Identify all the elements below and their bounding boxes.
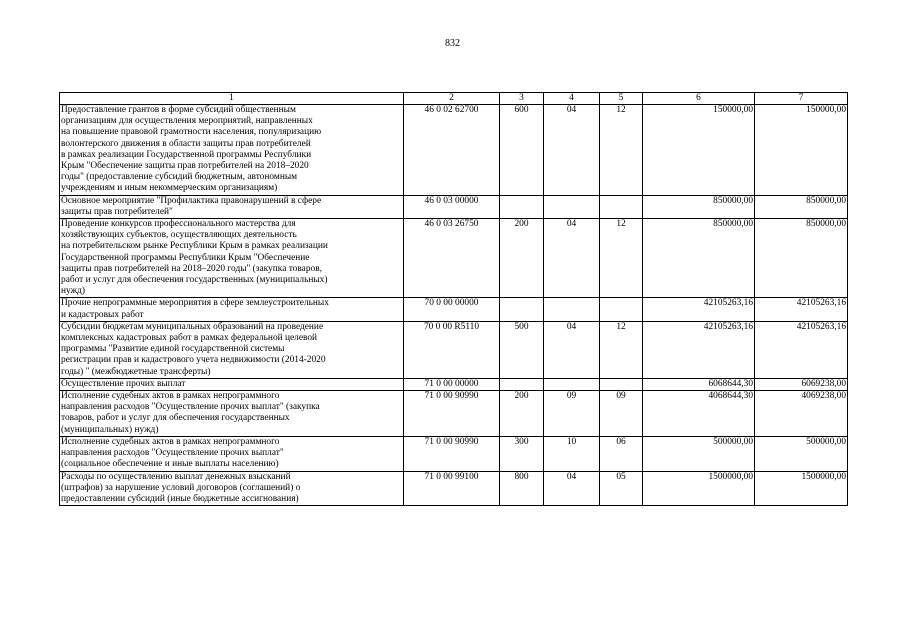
expense-type-code bbox=[500, 378, 544, 390]
subsection-code: 12 bbox=[600, 105, 643, 196]
target-article-code: 71 0 00 90990 bbox=[404, 391, 500, 437]
row-description: Основное мероприятие "Профилактика правонарушений в сфере защиты прав потребителей" bbox=[60, 195, 404, 218]
amount-year-1: 4068644,30 bbox=[643, 391, 755, 437]
budget-table bbox=[59, 92, 848, 506]
subsection-code bbox=[600, 378, 643, 390]
subsection-code: 12 bbox=[600, 321, 643, 378]
amount-year-2: 1500000,00 bbox=[755, 471, 848, 506]
target-article-code: 46 0 03 00000 bbox=[404, 195, 500, 218]
row-description: Прочие непрограммные мероприятия в сфере землеустроительных и кадастровых работ bbox=[60, 298, 404, 321]
amount-year-2: 4069238,00 bbox=[755, 391, 848, 437]
table-row bbox=[60, 219, 848, 298]
amount-year-2: 150000,00 bbox=[755, 105, 848, 196]
table-row bbox=[60, 436, 848, 471]
section-code: 04 bbox=[544, 219, 600, 298]
section-code bbox=[544, 195, 600, 218]
section-code bbox=[544, 298, 600, 321]
column-header: 5 bbox=[600, 93, 643, 105]
table-row bbox=[60, 391, 848, 437]
expense-type-code: 500 bbox=[500, 321, 544, 378]
row-description: Расходы по осуществлению выплат денежных взысканий (штрафов) за нарушение условий договоров (соглашений) о предоставлении субсидий (иные бюджетные ассигнования) bbox=[60, 471, 404, 506]
subsection-code: 05 bbox=[600, 471, 643, 506]
amount-year-1: 42105263,16 bbox=[643, 298, 755, 321]
amount-year-1: 500000,00 bbox=[643, 436, 755, 471]
row-description: Исполнение судебных актов в рамках непрограммного направления расходов "Осуществление прочих выплат" (закупка товаров, работ и услуг для обеспечения государственных (муниципальных) нужд) bbox=[60, 391, 404, 437]
amount-year-2: 850000,00 bbox=[755, 195, 848, 218]
table-row bbox=[60, 321, 848, 378]
row-description: Осуществление прочих выплат bbox=[60, 378, 404, 390]
header-row bbox=[60, 93, 848, 105]
column-header: 6 bbox=[643, 93, 755, 105]
table-row bbox=[60, 195, 848, 218]
section-code: 04 bbox=[544, 471, 600, 506]
section-code: 04 bbox=[544, 321, 600, 378]
column-header: 1 bbox=[60, 93, 404, 105]
section-code: 09 bbox=[544, 391, 600, 437]
amount-year-1: 850000,00 bbox=[643, 195, 755, 218]
amount-year-2: 42105263,16 bbox=[755, 298, 848, 321]
row-description: Исполнение судебных актов в рамках непрограммного направления расходов "Осуществление прочих выплат" (социальное обеспечение и иные выплаты населению) bbox=[60, 436, 404, 471]
amount-year-2: 6069238,00 bbox=[755, 378, 848, 390]
row-description: Предоставление грантов в форме субсидий общественным организациям для осуществления мероприятий, направленных на повышение правовой грамотности населения, популяризацию волонтерского движения в области защиты прав потребителей в рамках реализации Государственной программы Республики Крым "Обеспечение защиты прав потребителей на 2018–2020 годы" (предоставление субсидий бюджетным, автономным учреждениям и иным некоммерческим организациям) bbox=[60, 105, 404, 196]
column-header: 2 bbox=[404, 93, 500, 105]
column-header: 7 bbox=[755, 93, 848, 105]
subsection-code: 09 bbox=[600, 391, 643, 437]
expense-type-code: 200 bbox=[500, 219, 544, 298]
amount-year-1: 6068644,30 bbox=[643, 378, 755, 390]
expense-type-code: 200 bbox=[500, 391, 544, 437]
column-header: 4 bbox=[544, 93, 600, 105]
expense-type-code: 600 bbox=[500, 105, 544, 196]
subsection-code bbox=[600, 298, 643, 321]
subsection-code bbox=[600, 195, 643, 218]
amount-year-2: 500000,00 bbox=[755, 436, 848, 471]
amount-year-1: 150000,00 bbox=[643, 105, 755, 196]
target-article-code: 70 0 00 00000 bbox=[404, 298, 500, 321]
target-article-code: 46 0 03 26750 bbox=[404, 219, 500, 298]
target-article-code: 46 0 02 62700 bbox=[404, 105, 500, 196]
expense-type-code bbox=[500, 298, 544, 321]
expense-type-code: 300 bbox=[500, 436, 544, 471]
section-code bbox=[544, 378, 600, 390]
table-row bbox=[60, 378, 848, 390]
section-code: 04 bbox=[544, 105, 600, 196]
amount-year-1: 1500000,00 bbox=[643, 471, 755, 506]
subsection-code: 12 bbox=[600, 219, 643, 298]
page-number: 832 bbox=[445, 38, 460, 49]
table-row bbox=[60, 471, 848, 506]
target-article-code: 70 0 00 R5110 bbox=[404, 321, 500, 378]
target-article-code: 71 0 00 90990 bbox=[404, 436, 500, 471]
expense-type-code: 800 bbox=[500, 471, 544, 506]
section-code: 10 bbox=[544, 436, 600, 471]
expense-type-code bbox=[500, 195, 544, 218]
amount-year-2: 850000,00 bbox=[755, 219, 848, 298]
subsection-code: 06 bbox=[600, 436, 643, 471]
column-header: 3 bbox=[500, 93, 544, 105]
target-article-code: 71 0 00 00000 bbox=[404, 378, 500, 390]
amount-year-2: 42105263,16 bbox=[755, 321, 848, 378]
row-description: Проведение конкурсов профессионального мастерства для хозяйствующих субъектов, осуществляющих деятельность на потребительском рынке Республики Крым в рамках реализации Государственной программы Республики Крым "Обеспечение защиты прав потребителей на 2018–2020 годы" (закупка товаров, работ и услуг для обеспечения государственных (муниципальных) нужд) bbox=[60, 219, 404, 298]
target-article-code: 71 0 00 99100 bbox=[404, 471, 500, 506]
amount-year-1: 42105263,16 bbox=[643, 321, 755, 378]
amount-year-1: 850000,00 bbox=[643, 219, 755, 298]
table-row bbox=[60, 105, 848, 196]
table-row bbox=[60, 298, 848, 321]
row-description: Субсидии бюджетам муниципальных образований на проведение комплексных кадастровых работ в рамках федеральной целевой программы "Развитие единой государственной системы регистрации прав и кадастрового учета недвижимости (2014-2020 годы) " (межбюджетные трансферты) bbox=[60, 321, 404, 378]
